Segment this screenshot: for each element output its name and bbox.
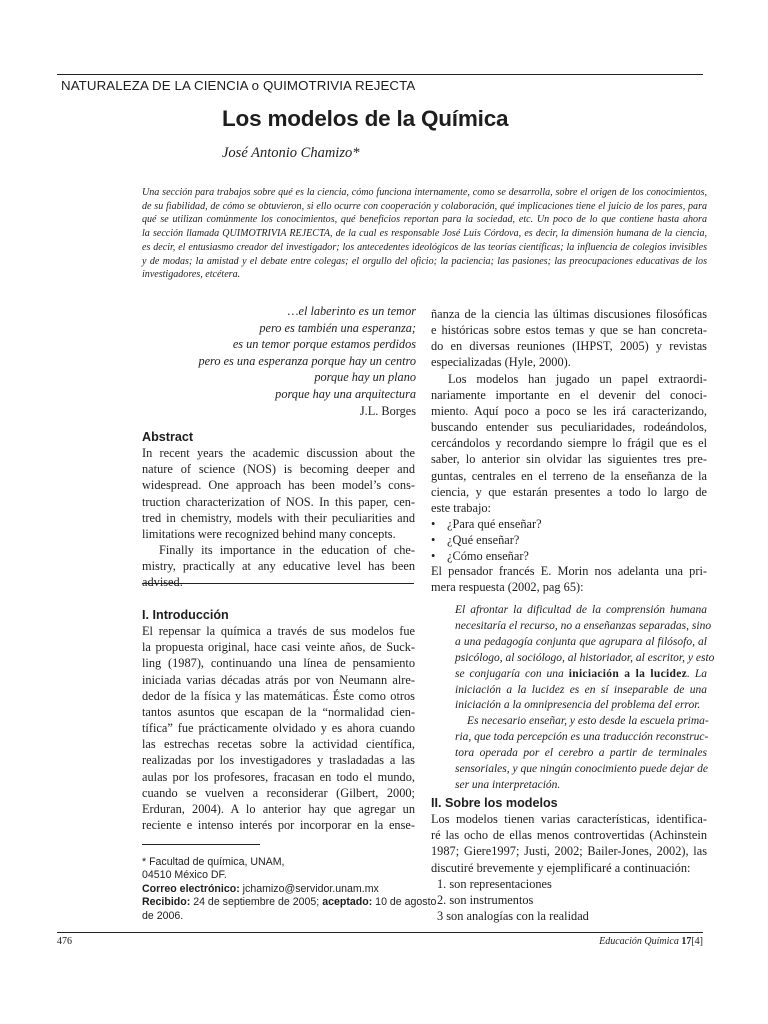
text-line: dedor de la física y las matemáticas. Éste como otros — [142, 688, 415, 703]
list-item: 3 son analogías con la realidad — [437, 909, 589, 924]
epigraph — [142, 303, 416, 419]
text-line: Los modelos han jugado un papel extraordi- — [448, 371, 707, 386]
email-address: jchamizo@servidor.unam.mx — [239, 882, 379, 895]
text-line: advised. — [142, 575, 183, 590]
received-label: Recibido: — [142, 896, 191, 909]
text-line: Erduran, 2004). A lo anterior hay que agregar un — [142, 801, 415, 816]
quote-line: necesitaría el recurso, no a enseñanzas separadas, sino — [455, 619, 712, 632]
text-line: aulas por los profesores, fracasan en todo el mundo, — [142, 769, 415, 784]
quote-line: tora operada por el cerebro a partir de terminales — [455, 747, 707, 760]
quote-line: se conjugaría con una iniciación a la lucidez. La — [455, 667, 707, 680]
quote-line: Es necesario enseñar, y esto desde la escuela prima- — [467, 715, 709, 728]
author-footnote — [142, 856, 437, 923]
received-date: 24 de septiembre de 2005; — [190, 896, 320, 909]
text-line: saber, lo anterior sin olvidar las siguientes tres pre- — [431, 452, 707, 467]
text-line: tred in chemistry, models with their peculiarities and — [142, 510, 415, 525]
accepted-date: 10 de agosto — [372, 896, 437, 909]
dates-line — [142, 896, 437, 909]
list-item: 2. son instrumentos — [437, 892, 534, 907]
text-line: investigadores, etcétera. — [142, 269, 241, 281]
abstract — [142, 429, 415, 591]
text-line: do en diversas reuniones (IHPST, 2005) y revistas — [431, 339, 707, 354]
text-line: ling (1987), continuando una línea de pensamiento — [142, 656, 415, 671]
text-line: la sección llamada QUIMOTRIVIA REJECTA, de la cual es responsable José Luis Córdova, es decir, la dimensión humana de la ciencia, — [142, 228, 707, 240]
page-number: 476 — [57, 936, 72, 947]
quote-line: ria, que toda percepción es una traducción reconstruc- — [455, 731, 709, 744]
right-column-text — [431, 306, 707, 565]
text-line: widespread. One approach has been model’s cons- — [142, 478, 415, 493]
text-line: Finally its importance in the education of che- — [159, 543, 415, 558]
email-label: Correo electrónico: — [142, 882, 240, 895]
text-line: El repensar la química a través de sus modelos fue — [142, 624, 415, 639]
text-line: Los modelos tienen varias características, identifica- — [431, 812, 707, 827]
text-line: ré las ocho de ellas menos controvertidas (Achinstein — [431, 828, 707, 843]
quote-line: El afrontar la dificultad de la comprensión humana — [455, 604, 707, 616]
email-line — [142, 883, 416, 896]
list-item: • ¿Cómo enseñar? — [431, 549, 529, 564]
text-line: In recent years the academic discussion about the — [142, 446, 415, 461]
accepted-year: de 2006. — [142, 909, 184, 922]
section-name: NATURALEZA DE LA CIENCIA o QUIMOTRIVIA REJECTA — [61, 78, 416, 93]
text-line: ciencia, y que estarán presentes a todo lo largo de — [431, 484, 707, 499]
text-line: qué se utilizan comúnmente los conocimientos, qué beneficios reportan para la sociedad, etc. Un poco de lo que contiene hasta ahora — [142, 214, 707, 226]
text-line: 1987; Giere1997; Justi, 2002; Bailer-Jones, 2002), las — [431, 844, 707, 859]
text-line: nariamente importante en el devenir del conoci- — [431, 387, 707, 402]
text-line: especializadas (Hyle, 2000). — [431, 355, 571, 370]
text-line: las estrechas recetas sobre la actividad científica, — [142, 737, 415, 752]
text-line: este trabajo: — [431, 500, 491, 515]
text-line: y de modas; la amistad y el debate entre colegas; el orgullo del oficio; la paciencia; las pasiones; las preocupaciones educativas de los — [142, 255, 707, 267]
list-item: 1. son representaciones — [437, 876, 552, 891]
abstract-heading: Abstract — [142, 430, 194, 444]
morin-intro — [431, 563, 707, 595]
epigraph-line: es un temor porque estamos perdidos — [232, 337, 416, 352]
epigraph-line: …el laberinto es un temor — [287, 304, 416, 318]
volume: 17[4] — [681, 936, 703, 947]
text-line: la propuesta original, hace casi veinte años, de Suck- — [142, 640, 415, 655]
text-line: discutiré brevemente y ejemplificaré a continuación: — [431, 860, 691, 875]
text-line: cercándolos y recordando siempre lo frágil que es el — [431, 436, 707, 451]
text-line: mera respuesta (2002, pag 65): — [431, 580, 584, 595]
section-heading: I. Introducción — [142, 608, 229, 622]
text-line: de su fiabilidad, de cómo se obtuvieron, si ello ocurre con cooperación y colaboración, qué implicaciones tiene el juicio de los pares, para — [142, 200, 707, 212]
section-heading: II. Sobre los modelos — [431, 796, 558, 810]
emphasis: iniciación a la lucidez — [568, 667, 688, 680]
text-line: realizadas por los investigadores y trasladadas a las — [142, 753, 415, 768]
text-line: reciente e intenso interés por incorporar en la ense- — [142, 818, 415, 833]
text-line: tantos asuntos que escapan de la “normalidad cien- — [142, 704, 415, 719]
quote-line: psicólogo, al sociólogo, al historiador, al escritor, y esto — [455, 651, 715, 664]
epigraph-line: porque hay un plano — [314, 370, 416, 385]
text-line: tífica” fue prácticamente olvidado y es ahora cuando — [142, 721, 415, 736]
epigraph-line: porque hay una arquitectura — [275, 386, 416, 401]
text-line: mistry, practically at any educative level has been — [142, 559, 415, 574]
text-line: iniciada varias décadas atrás por von Neumann alre- — [142, 672, 415, 687]
footnote-rule — [142, 844, 260, 845]
text-line: truction characterization of NOS. In this paper, cen- — [142, 494, 415, 509]
text-line: limitations were recognized behind many concepts. — [142, 526, 396, 541]
epigraph-signature: J.L. Borges — [359, 403, 416, 418]
text-line: El pensador francés E. Morin nos adelanta una pri- — [431, 564, 707, 578]
text-line: cuando se vuelven a reconsiderar (Gilbert, 2000; — [142, 785, 415, 800]
text-line: nature of science (NOS) is becoming deeper and — [142, 462, 415, 477]
author-name: José Antonio Chamizo* — [222, 145, 360, 161]
address: 04510 México DF. — [142, 869, 227, 882]
quote-line: iniciación a la omnipresencia del problema del error. — [455, 699, 701, 712]
footer-rule — [57, 932, 703, 933]
text-line: guntas, centrales en el terreno de la enseñanza de la — [431, 468, 707, 483]
accepted-label: aceptado: — [319, 896, 373, 909]
epigraph-line: pero es también una esperanza; — [259, 320, 416, 335]
header-rule — [57, 74, 703, 75]
quote-line: a una pedagogía conjunta que agrupara al filósofo, al — [455, 635, 707, 648]
article-title: Los modelos de la Química — [222, 106, 509, 131]
affiliation: * Facultad de química, UNAM, — [142, 856, 285, 868]
epigraph-line: pero es una esperanza porque hay un centro — [198, 353, 416, 368]
journal-name: Educación Química 17[4] — [599, 936, 703, 947]
quote-line: iniciación a la lucidez es en sí inseparable de una — [455, 683, 707, 696]
text-line: miento. Aquí poco a poco se les irá caracterizando, — [431, 403, 707, 418]
block-quote — [455, 603, 715, 794]
quote-line: sensoriales, y que ningún conocimiento puede dejar de — [455, 763, 708, 776]
abstract-divider — [142, 583, 414, 584]
text-line: Una sección para trabajos sobre qué es la ciencia, cómo funciona internamente, como se desarrolla, sobre el origen de los conocimientos, — [142, 187, 707, 198]
question-list — [431, 516, 707, 564]
introduction-section — [142, 607, 415, 833]
text-line: ñanza de la ciencia las últimas discusiones filosóficas — [431, 307, 707, 321]
quote-line: ser una interpretación. — [455, 778, 561, 791]
text-line: e históricas sobre estos temas y que se han concreta- — [431, 323, 707, 338]
text-line: es decir, el entusiasmo creador del investigador; los antecedentes ideológicos de las teorías científicas; la influencia de colegios invisibles — [142, 241, 707, 253]
text-line: buscando entender sus peculiaridades, rodeándolos, — [431, 420, 707, 435]
models-section — [431, 795, 707, 924]
section-description — [142, 186, 707, 282]
list-item: • ¿Qué enseñar? — [431, 533, 520, 548]
list-item: • ¿Para qué enseñar? — [431, 517, 542, 532]
